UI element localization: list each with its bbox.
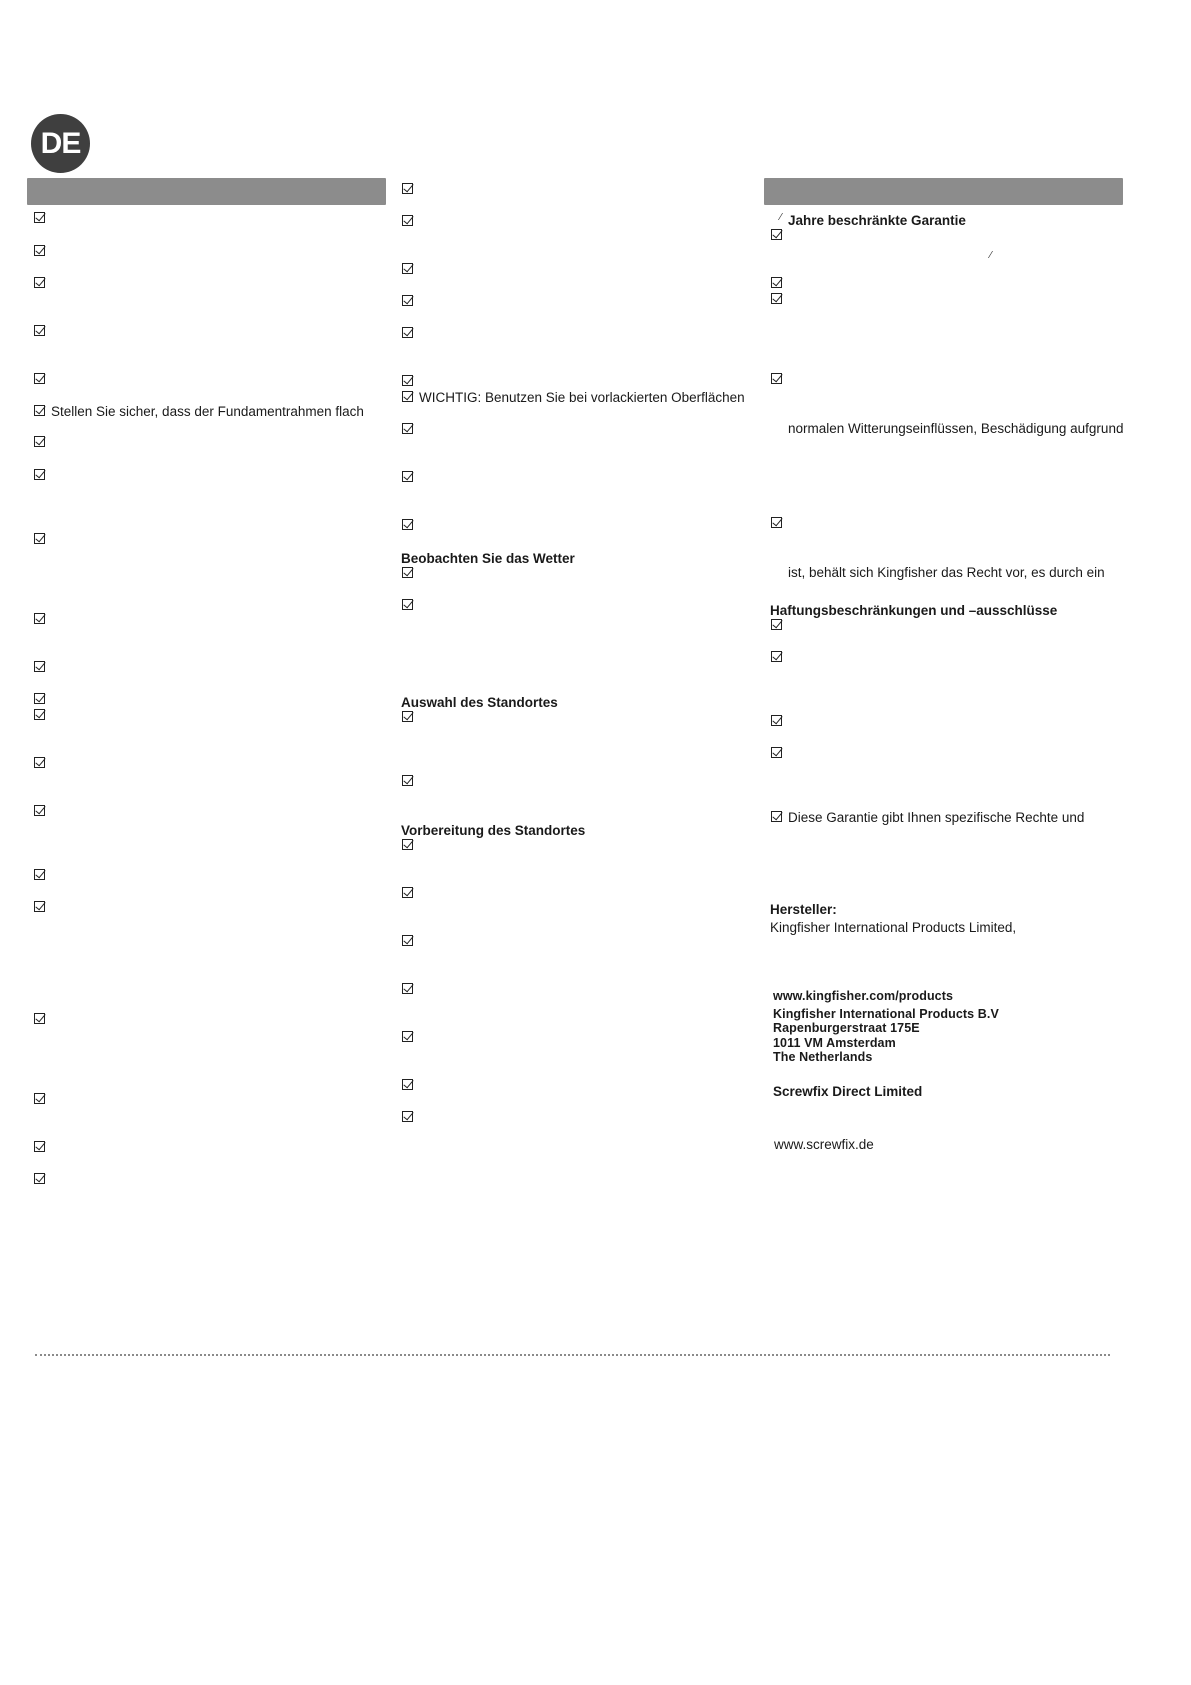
checkbox-icon — [402, 887, 413, 898]
checkbox-icon — [771, 619, 782, 630]
checkbox-icon — [34, 325, 45, 336]
warranty-line-replace: ist, behält sich Kingfisher das Recht vor, es durch ein — [788, 565, 1105, 580]
address-company: Kingfisher International Products B.V — [773, 1007, 999, 1021]
warranty-line-weather: normalen Witterungseinflüssen, Beschädigung aufgrund — [788, 421, 1124, 436]
address-street: Rapenburgerstraat 175E — [773, 1021, 920, 1035]
checkbox-icon — [402, 599, 413, 610]
checkbox-icon — [34, 869, 45, 880]
manufacturer-name: Kingfisher International Products Limited, — [770, 920, 1017, 935]
checkbox-icon — [402, 983, 413, 994]
checkbox-icon — [34, 436, 45, 447]
dotted-separator — [35, 1354, 1110, 1356]
checkbox-icon — [771, 651, 782, 662]
checkbox-icon — [402, 1111, 413, 1122]
heading-location: Auswahl des Standortes — [401, 695, 558, 710]
checkbox-icon — [771, 229, 782, 240]
checkbox-icon — [402, 1079, 413, 1090]
checkbox-icon — [402, 519, 413, 530]
slash-mark: ⁄ — [780, 212, 782, 223]
checkbox-icon — [771, 293, 782, 304]
checkbox-icon — [402, 471, 413, 482]
checkbox-icon — [771, 277, 782, 288]
checkbox-icon — [771, 747, 782, 758]
language-badge: DE — [31, 114, 90, 173]
checkbox-icon — [34, 533, 45, 544]
checkbox-icon — [34, 405, 45, 416]
section-bar-right — [764, 178, 1123, 205]
checkbox-icon — [402, 775, 413, 786]
slash-mark: ⁄ — [990, 250, 992, 261]
checkbox-icon — [34, 1173, 45, 1184]
liability-heading: Haftungsbeschränkungen und –ausschlüsse — [770, 603, 1058, 618]
checkbox-icon — [402, 567, 413, 578]
checkbox-icon — [402, 711, 413, 722]
checkbox-icon — [34, 757, 45, 768]
checkbox-icon — [402, 263, 413, 274]
checkbox-icon — [771, 811, 782, 822]
checkbox-icon — [402, 1031, 413, 1042]
checkbox-icon — [34, 245, 45, 256]
checkbox-icon — [34, 1013, 45, 1024]
checkbox-icon — [402, 935, 413, 946]
checkbox-icon — [402, 183, 413, 194]
heading-preparation: Vorbereitung des Standortes — [401, 823, 586, 838]
checkbox-icon — [402, 215, 413, 226]
section-bar-left — [27, 178, 386, 205]
checkbox-icon — [402, 327, 413, 338]
manufacturer-label: Hersteller: — [770, 902, 837, 917]
checkbox-icon — [402, 391, 413, 402]
checkbox-icon — [34, 277, 45, 288]
checkbox-icon — [402, 839, 413, 850]
checkbox-icon — [34, 373, 45, 384]
heading-weather: Beobachten Sie das Wetter — [401, 551, 575, 566]
checkbox-icon — [34, 901, 45, 912]
checklist-text: WICHTIG: Benutzen Sie bei vorlackierten Oberflächen — [419, 390, 745, 405]
checkbox-icon — [402, 423, 413, 434]
checkbox-icon — [34, 469, 45, 480]
checkbox-icon — [34, 709, 45, 720]
checklist-text: Stellen Sie sicher, dass der Fundamentrahmen flach — [51, 404, 364, 419]
checkbox-icon — [34, 613, 45, 624]
checkbox-icon — [34, 805, 45, 816]
kingfisher-url: www.kingfisher.com/products — [773, 989, 954, 1003]
checkbox-icon — [771, 715, 782, 726]
checkbox-icon — [34, 1093, 45, 1104]
checklist-text: Diese Garantie gibt Ihnen spezifische Rechte und — [788, 810, 1085, 825]
checkbox-icon — [771, 517, 782, 528]
checkbox-icon — [34, 661, 45, 672]
checkbox-icon — [34, 1141, 45, 1152]
checkbox-icon — [34, 212, 45, 223]
address-country: The Netherlands — [773, 1050, 873, 1064]
address-city: 1011 VM Amsterdam — [773, 1036, 896, 1050]
checkbox-icon — [402, 295, 413, 306]
screwfix-name: Screwfix Direct Limited — [773, 1084, 923, 1099]
warranty-heading: Jahre beschränkte Garantie — [788, 213, 966, 228]
screwfix-url: www.screwfix.de — [774, 1137, 874, 1152]
checkbox-icon — [402, 375, 413, 386]
checkbox-icon — [34, 693, 45, 704]
checkbox-icon — [771, 373, 782, 384]
